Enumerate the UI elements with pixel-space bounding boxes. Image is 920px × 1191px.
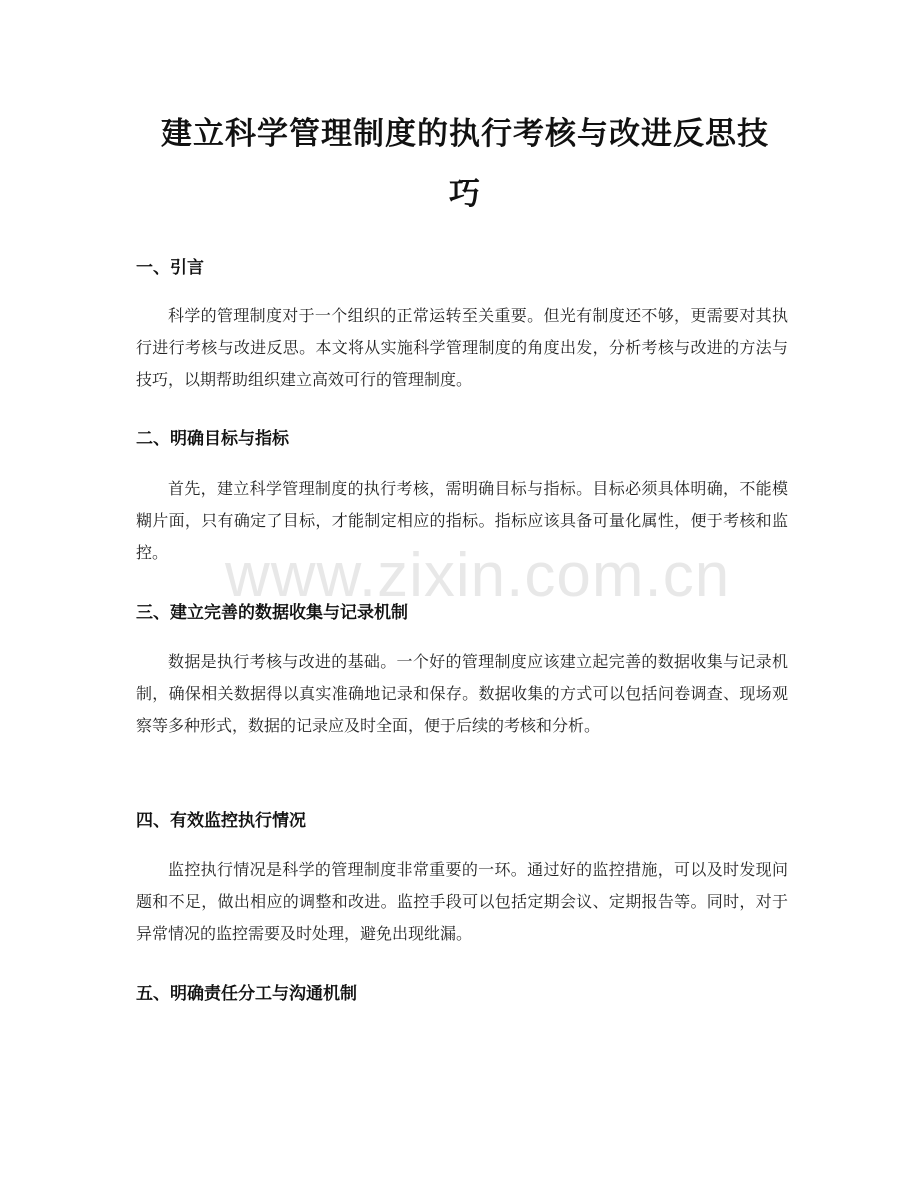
document-title: 建立科学管理制度的执行考核与改进反思技巧 [161,116,769,212]
section-body-intro: 科学的管理制度对于一个组织的正常运转至关重要。但光有制度还不够，更需要对其执行进行考核与改进反思。本文将从实施科学管理制度的角度出发，分析考核与改进的方法与技巧，以期帮助组织建立高效可行的管理制度。 [136,306,788,389]
section-heading-responsibility: 五、明确责任分工与沟通机制 [136,984,357,1004]
section-heading-monitoring: 四、有效监控执行情况 [136,811,306,831]
section-heading-data: 三、建立完善的数据收集与记录机制 [136,603,408,623]
section-body-goals: 首先，建立科学管理制度的执行考核，需明确目标与指标。目标必须具体明确，不能模糊片面，只有确定了目标，才能制定相应的指标。指标应该具备可量化属性，便于考核和监控。 [136,479,788,562]
section-body-monitoring: 监控执行情况是科学的管理制度非常重要的一环。通过好的监控措施，可以及时发现问题和不足，做出相应的调整和改进。监控手段可以包括定期会议、定期报告等。同时，对于异常情况的监控需要及时处理，避免出现纰漏。 [136,860,788,943]
section-body-data: 数据是执行考核与改进的基础。一个好的管理制度应该建立起完善的数据收集与记录机制，确保相关数据得以真实准确地记录和保存。数据收集的方式可以包括问卷调查、现场观察等多种形式，数据的记录应及时全面，便于后续的考核和分析。 [136,652,788,735]
watermark: www.zixin.com.cn [225,541,731,610]
section-heading-goals: 二、明确目标与指标 [136,429,289,449]
section-heading-intro: 一、引言 [136,258,204,278]
